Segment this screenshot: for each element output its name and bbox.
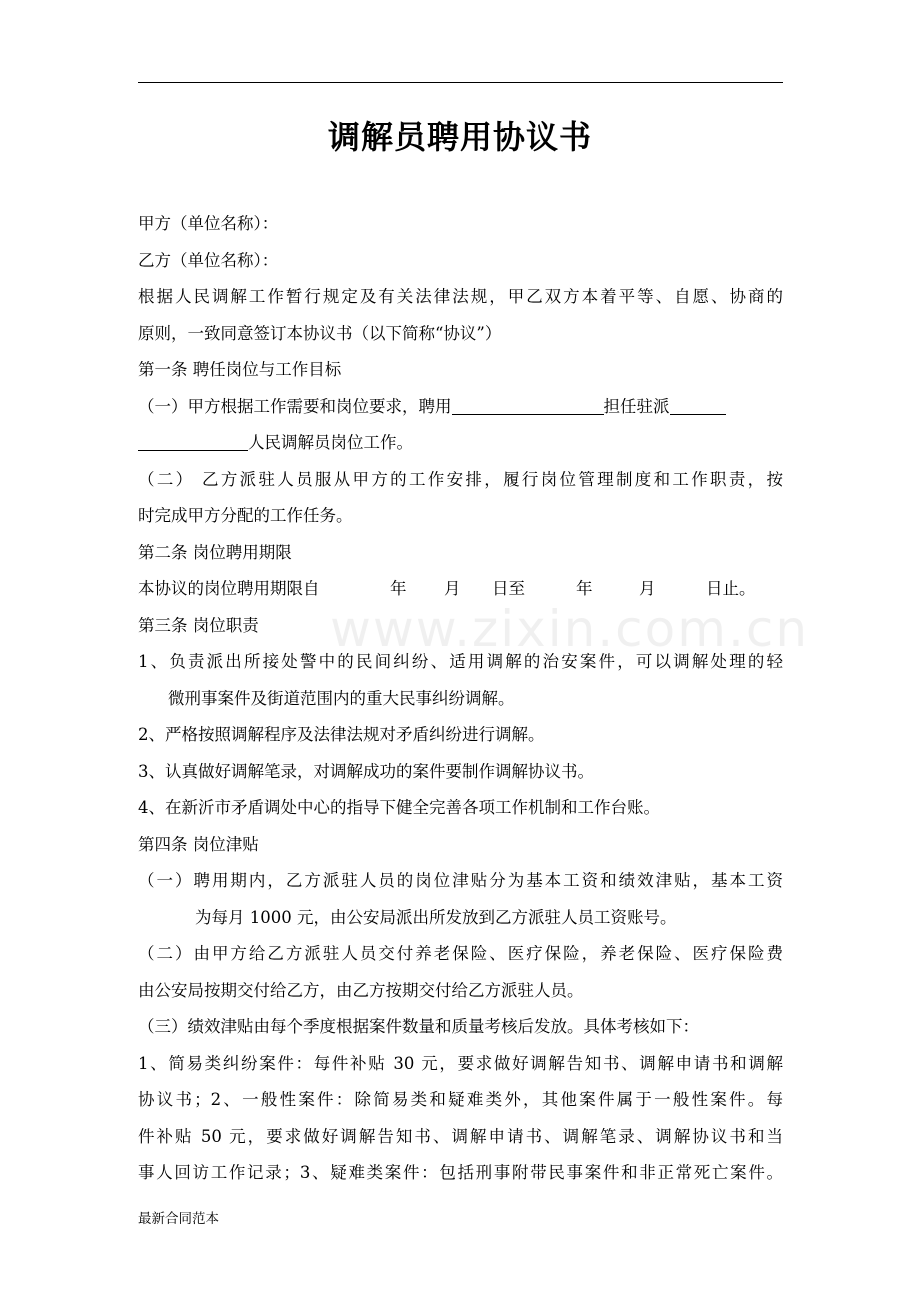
page-footer: 最新合同范本 [138, 1211, 219, 1227]
duty-1: 1、负责派出所接处警中的民间纠纷、适用调解的治安案件，可以调解处理的轻 [138, 652, 783, 671]
term-year: 年 [576, 579, 593, 598]
document-body [138, 206, 783, 1192]
preamble-line: 原则，一致同意签订本协议书（以下简称“协议”） [138, 323, 502, 343]
party-a-line: 甲方（单位名称）： [138, 214, 279, 233]
article-4-heading: 第四条 岗位津贴 [138, 834, 259, 854]
item-text: 人民调解员岗位工作。 [248, 433, 413, 452]
term-month: 月 [639, 579, 656, 598]
criteria-line: 事人回访工作记录；3、疑难类案件：包括刑事附带民事案件和非正常死亡案件。 [138, 1163, 783, 1182]
criteria-line: 1、简易类纠纷案件：每件补贴 30 元，要求做好调解告知书、调解申请书和调解 [138, 1053, 783, 1073]
article-3-heading: 第三条 岗位职责 [138, 615, 259, 635]
article-2-heading: 第二条 岗位聘用期限 [138, 542, 292, 562]
item-text: 担任驻派 [603, 396, 670, 416]
article-4-item-2-cont: 由公安局按期交付给乙方，由乙方按期交付给乙方派驻人员。 [138, 980, 584, 1000]
article-1-item-2-cont: 时完成甲方分配的工作任务。 [138, 506, 353, 525]
duty-3: 3、认真做好调解笔录，对调解成功的案件要制作调解协议书。 [138, 761, 594, 781]
watermark: www.zixin.com.cn [330, 600, 810, 658]
article-4-item-1-cont: 为每月 1000 元，由公安局派出所发放到乙方派驻人员工资账号。 [195, 907, 677, 927]
item-text: （一）甲方根据工作需要和岗位要求，聘用 [138, 396, 452, 416]
article-4-item-3: （三）绩效津贴由每个季度根据案件数量和质量考核后发放。具体考核如下： [138, 1017, 699, 1036]
article-1-item-1-cont [138, 425, 783, 462]
term-month: 月 [444, 579, 461, 598]
article-4-item-1: （一）聘用期内，乙方派驻人员的岗位津贴分为基本工资和绩效津贴，基本工资 [138, 871, 783, 890]
criteria-line: 件补贴 50 元，要求做好调解告知书、调解申请书、调解笔录、调解协议书和当 [138, 1126, 783, 1146]
fill-blank [670, 396, 726, 415]
term-prefix: 本协议的岗位聘用期限自 [138, 579, 320, 598]
duty-1-cont: 微刑事案件及街道范围内的重大民事纠纷调解。 [168, 688, 515, 708]
term-day-end: 日止。 [706, 579, 756, 598]
duty-2: 2、严格按照调解程序及法律法规对矛盾纠纷进行调解。 [138, 725, 545, 744]
article-1-heading: 第一条 聘任岗位与工作目标 [138, 360, 342, 379]
term-day-to: 日至 [492, 579, 525, 598]
article-1-item-1 [138, 389, 783, 426]
article-2-term [138, 571, 783, 608]
party-b-line: 乙方（单位名称）： [138, 250, 279, 270]
header-rule [138, 82, 783, 83]
criteria-line: 协议书；2、一般性案件：除简易类和疑难类外，其他案件属于一般性案件。每 [138, 1090, 783, 1109]
article-1-item-2: （二） 乙方派驻人员服从甲方的工作安排，履行岗位管理制度和工作职责，按 [138, 469, 783, 489]
term-year: 年 [390, 579, 407, 598]
document-title: 调解员聘用协议书 [327, 118, 592, 156]
fill-blank [138, 432, 248, 451]
fill-blank [452, 396, 604, 415]
article-4-item-2: （二）由甲方给乙方派驻人员交付养老保险、医疗保险，养老保险、医疗保险费 [138, 944, 783, 963]
preamble-line: 根据人民调解工作暂行规定及有关法律法规，甲乙双方本着平等、自愿、协商的 [138, 287, 783, 306]
duty-4: 4、在新沂市矛盾调处中心的指导下健全完善各项工作机制和工作台账。 [138, 798, 660, 817]
